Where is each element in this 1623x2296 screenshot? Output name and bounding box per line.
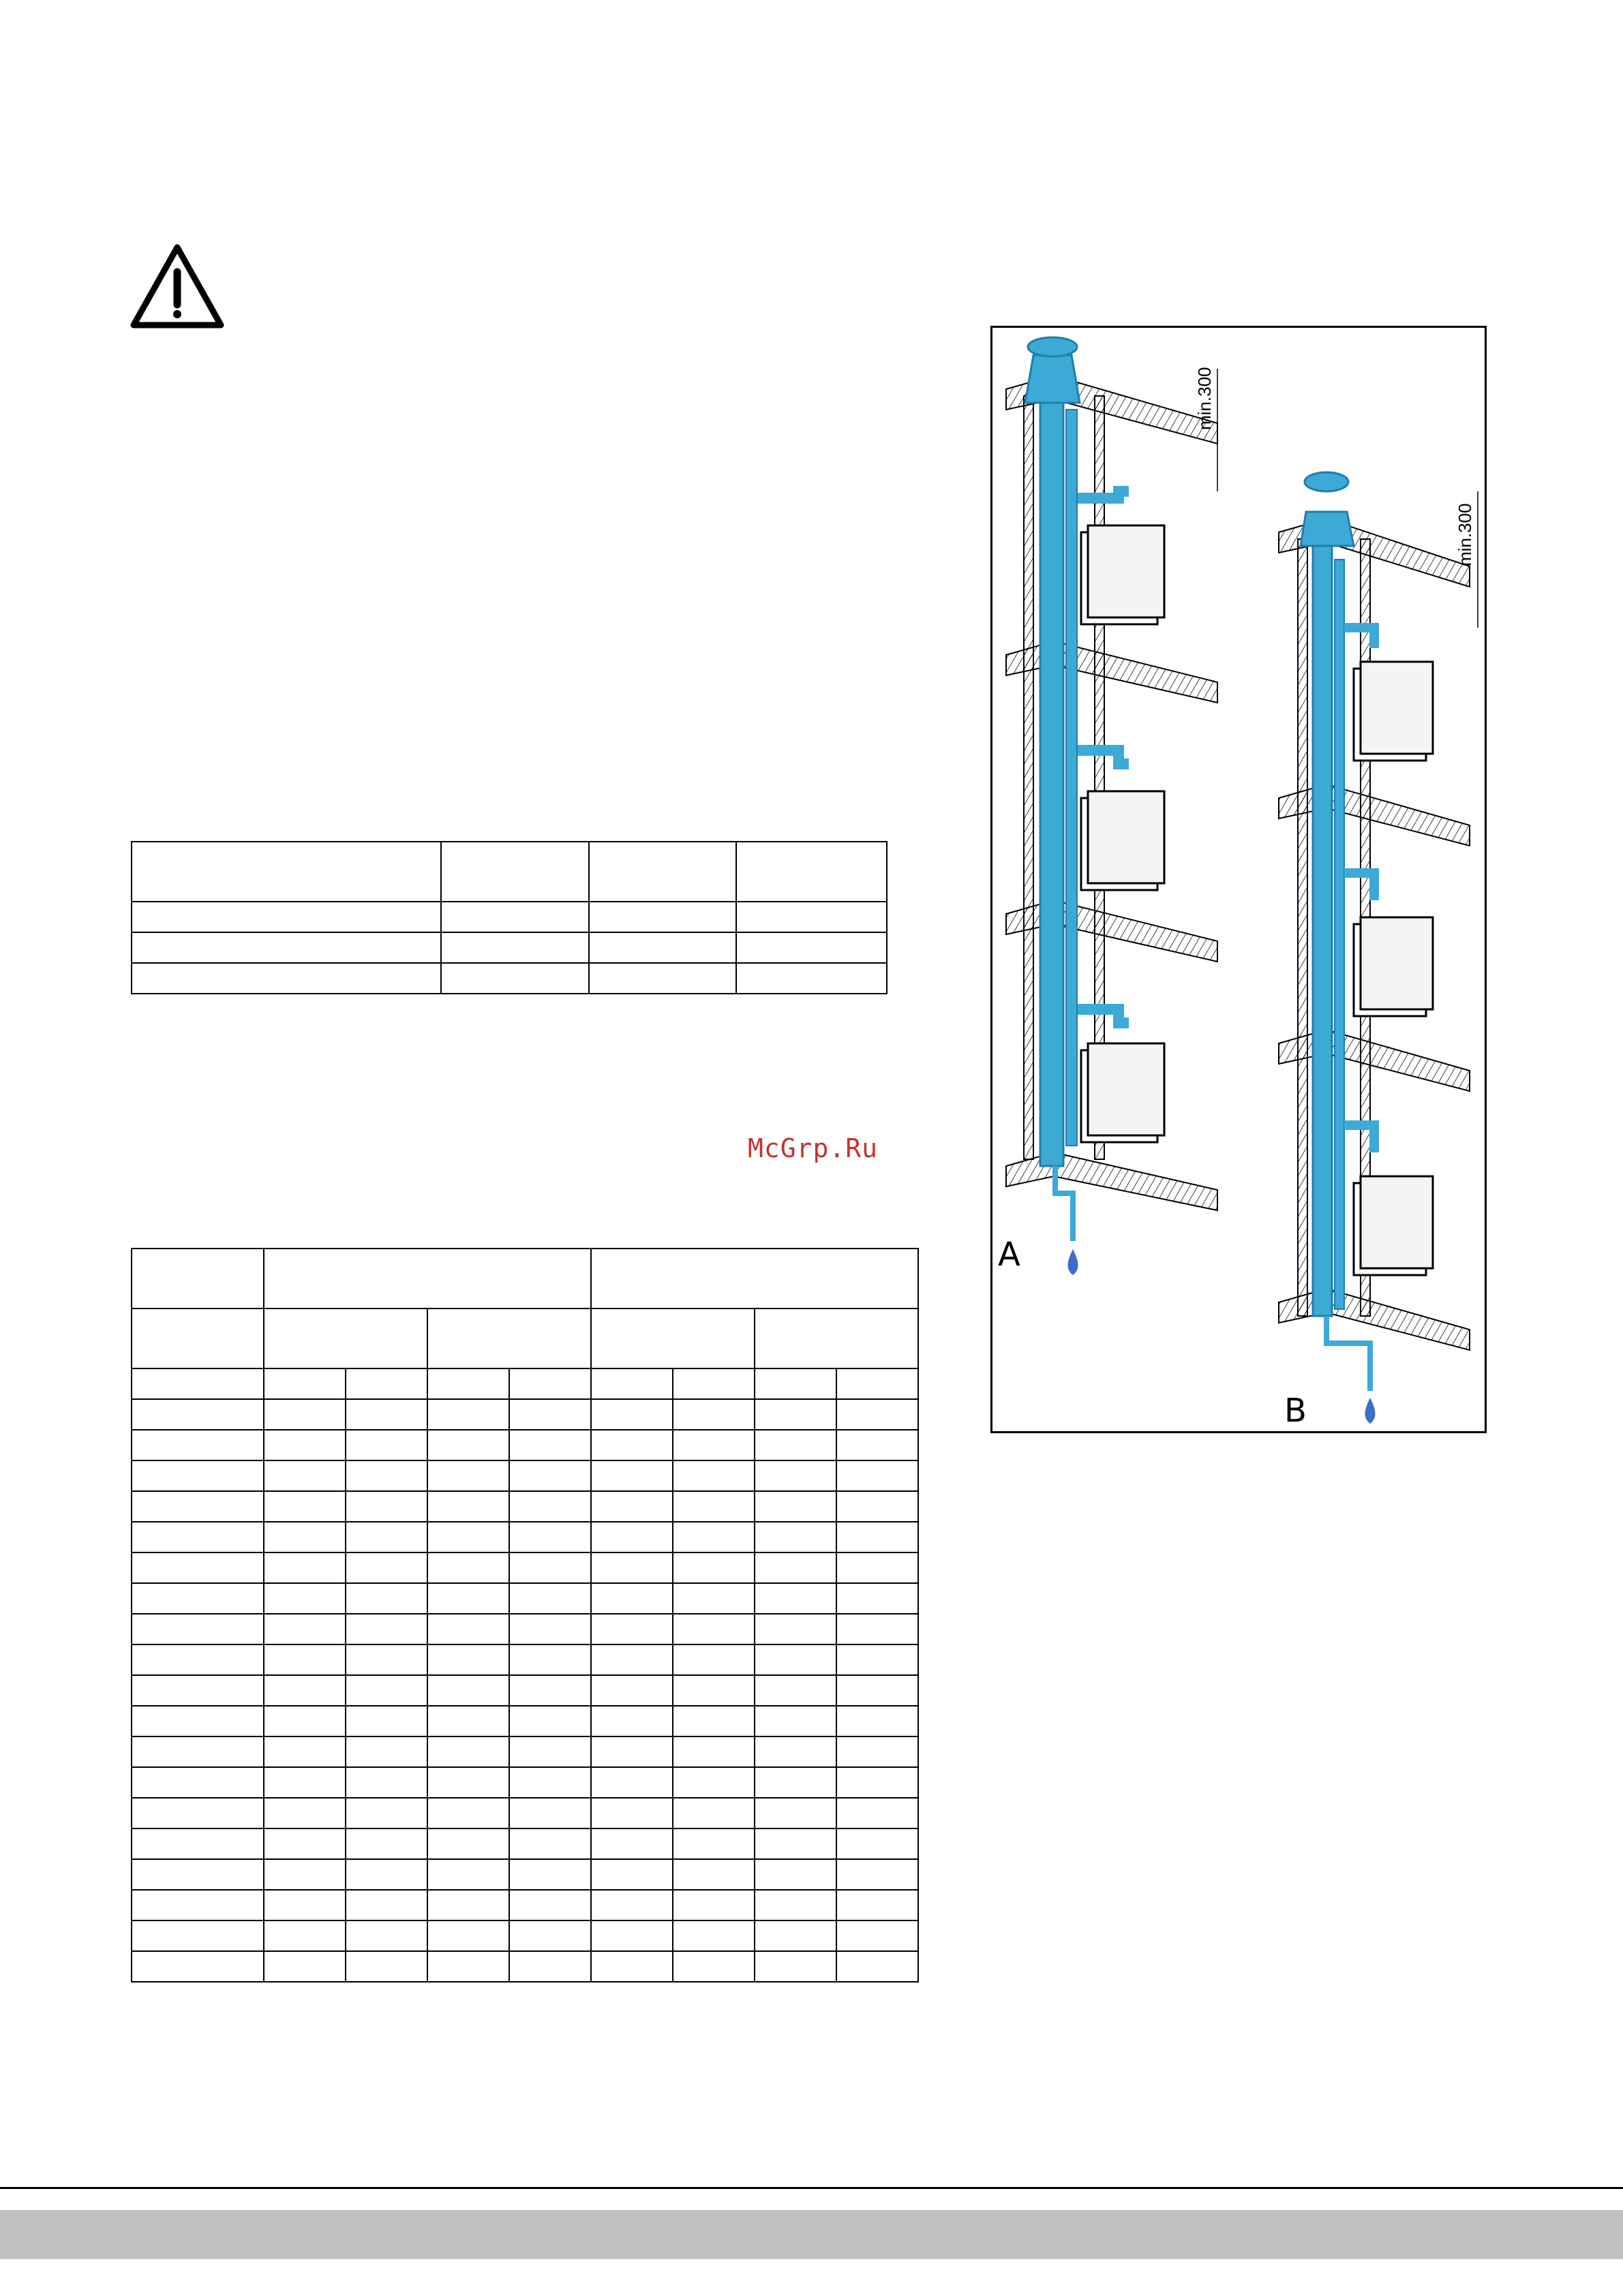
table-cell [509, 1644, 591, 1675]
table-cell [264, 1859, 346, 1890]
floor-slab [1006, 641, 1217, 703]
table-row [132, 1583, 918, 1614]
table-cell [755, 1736, 836, 1767]
table-cell [673, 1828, 755, 1859]
table-cell [346, 1399, 427, 1430]
table-cell [755, 1644, 836, 1675]
table-cell [264, 1767, 346, 1798]
table-cell [673, 1736, 755, 1767]
watermark: McGrp.Ru [748, 1133, 879, 1163]
flue-length-table [131, 1248, 919, 1983]
table-cell [673, 1460, 755, 1491]
table-cell [132, 1522, 264, 1552]
table-cell [509, 1951, 591, 1982]
table-cell [755, 1308, 918, 1368]
table-cell [673, 1430, 755, 1460]
table-row [132, 1368, 918, 1399]
table-cell [427, 1644, 509, 1675]
table-cell [132, 1368, 264, 1399]
table-subheader-row [132, 1308, 918, 1368]
table-cell [591, 1399, 673, 1430]
table-cell [755, 1706, 836, 1736]
figure-label-a: A [998, 1236, 1020, 1274]
floor-slab [1006, 900, 1217, 962]
flue-pipe [1040, 403, 1063, 1166]
table-cell [591, 1491, 673, 1522]
warning-icon [130, 242, 225, 331]
table-cell [591, 1614, 673, 1644]
table-cell [264, 1920, 346, 1951]
table-cell [264, 1706, 346, 1736]
table-cell [509, 1920, 591, 1951]
table-cell [346, 1675, 427, 1706]
table-cell [346, 1798, 427, 1828]
table-cell [591, 1798, 673, 1828]
table-cell [427, 1491, 509, 1522]
table-cell [346, 1430, 427, 1460]
table-cell [132, 1552, 264, 1583]
table-cell [755, 1430, 836, 1460]
table-cell [132, 1308, 264, 1368]
water-drop-icon [1365, 1398, 1376, 1424]
table-cell [755, 1859, 836, 1890]
table-cell [132, 932, 441, 963]
table-row [132, 932, 887, 963]
table-cell [591, 1644, 673, 1675]
system-b [1279, 472, 1478, 1430]
table-cell [427, 1951, 509, 1982]
table-cell [673, 1552, 755, 1583]
table-row [132, 902, 887, 932]
table-cell [673, 1767, 755, 1798]
table-cell [427, 1675, 509, 1706]
table-cell [736, 963, 887, 994]
table-cell [427, 1460, 509, 1491]
table-cell [673, 1859, 755, 1890]
table-cell [755, 1399, 836, 1430]
table-cell [132, 1430, 264, 1460]
table-cell [346, 1614, 427, 1644]
table-cell [264, 1308, 427, 1368]
table-row [132, 1828, 918, 1859]
table-cell [836, 1828, 918, 1859]
table-cell [132, 1583, 264, 1614]
terminal-cap [1028, 337, 1077, 356]
table-cell [509, 1828, 591, 1859]
table-cell [591, 1430, 673, 1460]
table-cell [673, 1920, 755, 1951]
table-cell [673, 1706, 755, 1736]
footer-band [0, 2210, 1623, 2259]
table-cell [132, 1951, 264, 1982]
table-row [132, 1675, 918, 1706]
table-row [132, 1920, 918, 1951]
table-row [132, 1859, 918, 1890]
table-cell [673, 1614, 755, 1644]
table-cell [264, 1644, 346, 1675]
table-cell [132, 1249, 264, 1308]
table-cell [509, 1675, 591, 1706]
table-cell [673, 1798, 755, 1828]
table-cell [591, 1736, 673, 1767]
table-cell [509, 1522, 591, 1552]
flue-pipe [1313, 546, 1332, 1316]
terminal-cap [1305, 472, 1348, 491]
table-cell [836, 1798, 918, 1828]
table-row [132, 1644, 918, 1675]
air-pipe [1066, 410, 1077, 1146]
table-cell [427, 1920, 509, 1951]
table-cell [673, 1368, 755, 1399]
table-cell [836, 1951, 918, 1982]
table-cell [132, 1491, 264, 1522]
table-cell [427, 1798, 509, 1828]
table-cell [673, 1491, 755, 1522]
table-cell [346, 1552, 427, 1583]
table-cell [591, 1828, 673, 1859]
table-cell [346, 1767, 427, 1798]
table-cell [836, 1614, 918, 1644]
table-cell [509, 1399, 591, 1430]
table-row [132, 1460, 918, 1491]
table-cell [836, 1767, 918, 1798]
table-row [132, 963, 887, 994]
table-cell [755, 1368, 836, 1399]
table-cell [346, 1859, 427, 1890]
table-cell [755, 1828, 836, 1859]
table-cell [736, 842, 887, 902]
table-cell [264, 1798, 346, 1828]
table-cell [346, 1644, 427, 1675]
table-cell [264, 1399, 346, 1430]
table-cell [836, 1368, 918, 1399]
table-cell [755, 1767, 836, 1798]
table-cell [264, 1614, 346, 1644]
table-cell [755, 1675, 836, 1706]
table-cell [509, 1460, 591, 1491]
table-cell [427, 1308, 591, 1368]
table-cell [346, 1828, 427, 1859]
boiler [1344, 1125, 1433, 1275]
table-row [132, 1736, 918, 1767]
table-cell [346, 1736, 427, 1767]
table-cell [346, 1522, 427, 1552]
table-cell [427, 1522, 509, 1552]
floor-slab [1006, 1152, 1217, 1210]
air-pipe [1335, 560, 1344, 1309]
table-cell [836, 1460, 918, 1491]
table-cell [264, 1583, 346, 1614]
flue-diagram [992, 328, 1485, 1431]
table-cell [755, 1798, 836, 1828]
table-cell [132, 1614, 264, 1644]
table-row [132, 1491, 918, 1522]
table-cell [673, 1675, 755, 1706]
table-cell [589, 842, 736, 902]
table-cell [132, 842, 441, 902]
table-cell [346, 1460, 427, 1491]
table-cell [673, 1951, 755, 1982]
table-cell [736, 932, 887, 963]
table-cell [509, 1798, 591, 1828]
table-cell [509, 1368, 591, 1399]
water-drop-icon [1068, 1249, 1078, 1275]
table-cell [673, 1583, 755, 1614]
table-cell [441, 842, 589, 902]
table-cell [836, 1583, 918, 1614]
table-cell [509, 1890, 591, 1920]
table-cell [755, 1890, 836, 1920]
figure-label-b: B [1284, 1392, 1307, 1430]
table-cell [673, 1644, 755, 1675]
boiler [1078, 491, 1164, 624]
table-cell [264, 1736, 346, 1767]
table-cell [132, 1706, 264, 1736]
table-row [132, 1951, 918, 1982]
table-row [132, 1522, 918, 1552]
table-cell [427, 1583, 509, 1614]
system-a [998, 337, 1217, 1275]
table-cell [591, 1951, 673, 1982]
table-row [132, 1399, 918, 1430]
table-cell [441, 932, 589, 963]
table-cell [132, 1920, 264, 1951]
table-cell [427, 1368, 509, 1399]
table-cell [132, 1828, 264, 1859]
table-cell [427, 1552, 509, 1583]
table-cell [673, 1522, 755, 1552]
table-cell [427, 1828, 509, 1859]
table-cell [755, 1522, 836, 1552]
table-cell [427, 1859, 509, 1890]
table-cell [132, 1859, 264, 1890]
table-cell [264, 1368, 346, 1399]
table-cell [591, 1859, 673, 1890]
table-cell [264, 1249, 591, 1308]
table-cell [441, 963, 589, 994]
table-cell [755, 1460, 836, 1491]
table-cell [589, 963, 736, 994]
table-cell [264, 1675, 346, 1706]
table-cell [132, 1736, 264, 1767]
table-cell [755, 1491, 836, 1522]
table-cell [509, 1736, 591, 1767]
table-row [132, 1798, 918, 1828]
table-cell [264, 1828, 346, 1859]
table-row [132, 1614, 918, 1644]
table-cell [509, 1583, 591, 1614]
table-cell [836, 1399, 918, 1430]
table-cell [132, 1460, 264, 1491]
table-cell [591, 1552, 673, 1583]
table-cell [132, 1644, 264, 1675]
table-cell [673, 1399, 755, 1430]
table-row [132, 1890, 918, 1920]
table-cell [509, 1430, 591, 1460]
table-cell [509, 1859, 591, 1890]
table-cell [591, 1706, 673, 1736]
table-cell [836, 1644, 918, 1675]
table-cell [836, 1491, 918, 1522]
table-cell [591, 1249, 918, 1308]
table-cell [836, 1890, 918, 1920]
table-cell [755, 1614, 836, 1644]
shaft-wall [1298, 539, 1307, 1316]
table-cell [346, 1890, 427, 1920]
specification-table [131, 841, 888, 994]
table-cell [591, 1583, 673, 1614]
table-cell [427, 1399, 509, 1430]
flue-terminal [1301, 512, 1354, 546]
table-cell [346, 1951, 427, 1982]
table-row [132, 1706, 918, 1736]
table-cell [346, 1491, 427, 1522]
condensate-drain [1326, 1316, 1370, 1391]
footer-rule [0, 2187, 1623, 2189]
table-cell [509, 1706, 591, 1736]
table-cell [591, 1368, 673, 1399]
table-cell [836, 1920, 918, 1951]
table-cell [509, 1614, 591, 1644]
table-cell [264, 1552, 346, 1583]
table-cell [509, 1552, 591, 1583]
table-cell [427, 1614, 509, 1644]
shaft-wall [1024, 396, 1033, 1159]
table-cell [427, 1767, 509, 1798]
table-cell [427, 1890, 509, 1920]
table-cell [509, 1491, 591, 1522]
table-cell [591, 1522, 673, 1552]
table-cell [836, 1552, 918, 1583]
table-row [132, 1430, 918, 1460]
table-cell [591, 1460, 673, 1491]
table-cell [589, 902, 736, 932]
boiler [1344, 628, 1433, 761]
flue-installation-figure [990, 326, 1487, 1433]
table-cell [346, 1706, 427, 1736]
table-cell [755, 1552, 836, 1583]
table-header-row [132, 842, 887, 902]
table-cell [132, 1675, 264, 1706]
table-cell [132, 1890, 264, 1920]
table-cell [591, 1675, 673, 1706]
table-cell [264, 1951, 346, 1982]
boiler [1344, 873, 1433, 1016]
table-cell [755, 1920, 836, 1951]
table-cell [132, 902, 441, 932]
table-cell [264, 1890, 346, 1920]
table-cell [836, 1430, 918, 1460]
table-cell [441, 902, 589, 932]
table-cell [346, 1368, 427, 1399]
boiler [1078, 750, 1164, 890]
table-row [132, 1552, 918, 1583]
table-cell [427, 1736, 509, 1767]
table-cell [736, 902, 887, 932]
table-header-row [132, 1249, 918, 1308]
table-cell [591, 1308, 755, 1368]
table-body [132, 1368, 918, 1982]
table-row [132, 1767, 918, 1798]
table-cell [755, 1951, 836, 1982]
table-cell [264, 1522, 346, 1552]
table-cell [836, 1736, 918, 1767]
table-cell [132, 1399, 264, 1430]
table-cell [673, 1890, 755, 1920]
table-cell [264, 1491, 346, 1522]
table-cell [427, 1706, 509, 1736]
table-cell [346, 1920, 427, 1951]
boiler [1078, 1009, 1164, 1142]
table-cell [836, 1859, 918, 1890]
dimension-label: min.300 [1194, 367, 1215, 430]
table-cell [755, 1583, 836, 1614]
table-cell [591, 1920, 673, 1951]
table-cell [264, 1460, 346, 1491]
dimension-label: min.300 [1455, 503, 1475, 566]
table-cell [836, 1706, 918, 1736]
table-cell [132, 1798, 264, 1828]
table-cell [589, 932, 736, 963]
table-cell [591, 1767, 673, 1798]
table-cell [509, 1767, 591, 1798]
table-cell [132, 1767, 264, 1798]
flue-terminal [1025, 355, 1080, 403]
table-cell [132, 963, 441, 994]
table-cell [427, 1430, 509, 1460]
table-cell [264, 1430, 346, 1460]
table-cell [836, 1522, 918, 1552]
table-cell [836, 1675, 918, 1706]
table-cell [591, 1890, 673, 1920]
table-cell [346, 1583, 427, 1614]
